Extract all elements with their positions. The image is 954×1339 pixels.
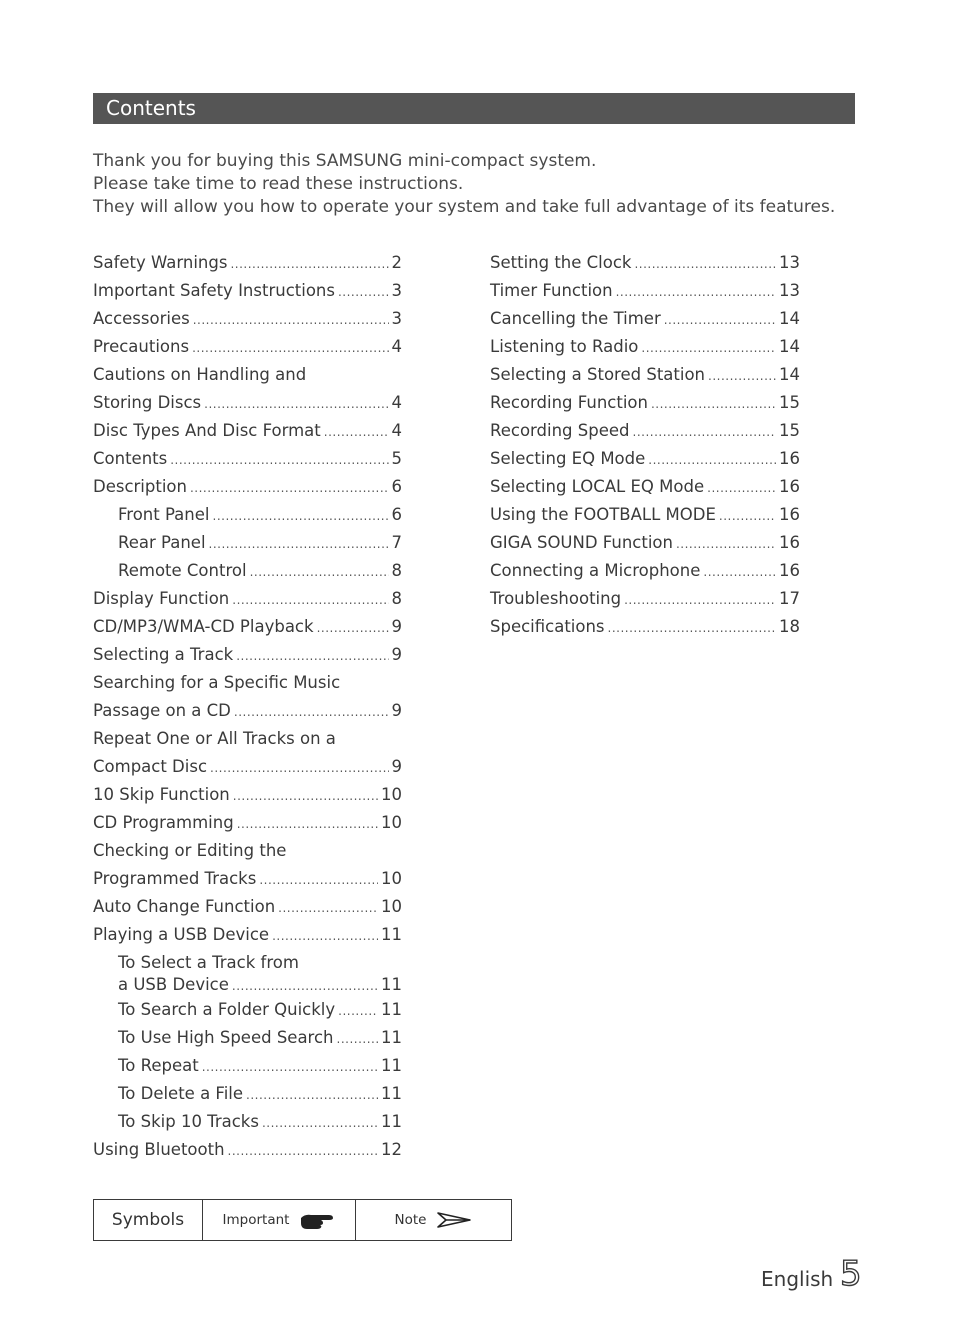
symbol-important-label: Important <box>222 1212 290 1228</box>
toc-entry-label: CD Programming <box>93 813 234 832</box>
toc-entry-page: 17 <box>779 589 800 608</box>
toc-entry-page: 6 <box>391 477 402 496</box>
toc-entry[interactable] <box>93 389 402 417</box>
toc-entry-label: Cancelling the Timer <box>490 309 661 328</box>
toc-entry-label-line[interactable]: Searching for a Specific Music <box>93 673 341 692</box>
toc-entry-page: 14 <box>779 309 800 328</box>
toc-entry-label: Display Function <box>93 589 230 608</box>
toc-entry[interactable] <box>93 641 402 669</box>
toc-entry-label: CD/MP3/WMA-CD Playback <box>93 617 314 636</box>
toc-entry-page: 9 <box>391 701 402 720</box>
toc-entry[interactable] <box>93 865 402 893</box>
toc-entry-page: 10 <box>381 785 402 804</box>
toc-entry[interactable] <box>93 473 402 501</box>
toc-leader-dots <box>324 418 389 446</box>
toc-leader-dots <box>317 614 389 642</box>
toc-entry-page: 8 <box>391 589 402 608</box>
toc-entry[interactable] <box>490 585 800 613</box>
toc-entry[interactable] <box>93 585 402 613</box>
footer-language: English <box>761 1267 834 1291</box>
toc-leader-dots <box>209 530 389 558</box>
toc-entry[interactable] <box>93 781 402 809</box>
page-number: 5 <box>840 1254 862 1294</box>
toc-entry-page: 11 <box>381 1056 402 1075</box>
toc-entry-page: 6 <box>391 505 402 524</box>
page-title: Contents <box>106 96 196 120</box>
toc-entry-label-line[interactable]: Repeat One or All Tracks on a <box>93 729 336 748</box>
toc-entry-label: Setting the Clock <box>490 253 632 272</box>
toc-entry-page: 14 <box>779 365 800 384</box>
toc-entry[interactable] <box>490 529 800 557</box>
toc-entry-page: 11 <box>381 925 402 944</box>
toc-leader-dots <box>676 530 776 558</box>
toc-leader-dots <box>193 306 389 334</box>
symbol-note-label: Note <box>394 1212 427 1228</box>
symbol-note <box>356 1200 511 1240</box>
toc-entry-label: Remote Control <box>118 561 247 580</box>
toc-leader-dots <box>707 474 776 502</box>
toc-left-column <box>93 249 402 1164</box>
toc-entry-label: To Repeat <box>118 1056 199 1075</box>
toc-leader-dots <box>608 614 776 642</box>
toc-entry-page: 16 <box>779 477 800 496</box>
intro-line: Thank you for buying this SAMSUNG mini-compact system. <box>93 151 597 171</box>
toc-entry[interactable] <box>490 557 800 585</box>
toc-entry-label: Selecting EQ Mode <box>490 449 646 468</box>
toc-leader-dots <box>237 810 378 838</box>
toc-entry-label: Passage on a CD <box>93 701 231 720</box>
intro-paragraph <box>93 150 836 219</box>
toc-subentry[interactable] <box>93 557 402 585</box>
toc-entry[interactable] <box>490 445 800 473</box>
toc-entry-label: Using Bluetooth <box>93 1140 225 1159</box>
toc-entry-page: 9 <box>391 617 402 636</box>
toc-entry-label: Using the FOOTBALL MODE <box>490 505 716 524</box>
intro-line: They will allow you how to operate your system and take full advantage of its features. <box>93 197 836 217</box>
toc-entry-page: 10 <box>381 897 402 916</box>
toc-entry[interactable] <box>490 361 800 389</box>
toc-entry-label: Selecting a Track <box>93 645 234 664</box>
toc-entry-label-line[interactable]: Cautions on Handling and <box>93 365 307 384</box>
toc-entry-label-line[interactable]: Checking or Editing the <box>93 841 287 860</box>
toc-entry-label: Important Safety Instructions <box>93 281 335 300</box>
toc-entry-label: Auto Change Function <box>93 897 276 916</box>
toc-entry[interactable] <box>490 417 800 445</box>
toc-entry-page: 15 <box>779 421 800 440</box>
toc-leader-dots <box>338 997 378 1025</box>
toc-entry-page: 13 <box>779 253 800 272</box>
symbol-important <box>203 1200 356 1240</box>
toc-entry-label: Timer Function <box>490 281 613 300</box>
toc-entry[interactable] <box>93 893 402 921</box>
toc-leader-dots <box>259 866 378 894</box>
toc-entry-label: Recording Function <box>490 393 648 412</box>
pointing-hand-icon <box>299 1210 335 1230</box>
toc-entry[interactable] <box>490 473 800 501</box>
contents-header-bar <box>93 93 855 124</box>
toc-leader-dots <box>204 390 388 418</box>
toc-entry-label: Selecting a Stored Station <box>490 365 706 384</box>
toc-entry-label: Disc Types And Disc Format <box>93 421 321 440</box>
toc-entry-label: Playing a USB Device <box>93 925 270 944</box>
toc-entry-page: 16 <box>779 533 800 552</box>
toc-entry-page: 3 <box>391 309 402 328</box>
toc-entry-label: Specifications <box>490 617 605 636</box>
toc-entry-label: Selecting LOCAL EQ Mode <box>490 477 705 496</box>
toc-right-column <box>490 249 800 641</box>
toc-entry-label: Precautions <box>93 337 190 356</box>
toc-leader-dots <box>641 334 776 362</box>
toc-subentry[interactable] <box>93 529 402 557</box>
toc-entry-label: 10 Skip Function <box>93 785 230 804</box>
pen-nib-icon <box>436 1211 472 1229</box>
toc-entry-page: 15 <box>779 393 800 412</box>
toc-leader-dots <box>651 390 776 418</box>
intro-line: Please take time to read these instructions. <box>93 174 464 194</box>
symbols-title: Symbols <box>94 1200 203 1240</box>
toc-leader-dots <box>170 446 388 474</box>
toc-entry-page: 16 <box>779 449 800 468</box>
toc-entry[interactable] <box>490 501 800 529</box>
toc-entry[interactable] <box>93 809 402 837</box>
toc-entry[interactable] <box>93 277 402 305</box>
toc-entry-label: Rear Panel <box>118 533 206 552</box>
toc-leader-dots <box>233 782 378 810</box>
toc-leader-dots <box>262 1109 378 1137</box>
toc-entry[interactable] <box>93 417 402 445</box>
toc-leader-dots <box>337 1025 378 1053</box>
toc-entry-label: To Skip 10 Tracks <box>118 1112 259 1131</box>
toc-leader-dots <box>230 250 388 278</box>
toc-leader-dots <box>634 250 776 278</box>
toc-entry-page: 4 <box>391 393 402 412</box>
toc-entry[interactable] <box>93 697 402 725</box>
toc-leader-dots <box>708 362 776 390</box>
toc-subentry[interactable] <box>93 1108 402 1136</box>
toc-entry[interactable] <box>93 445 402 473</box>
toc-leader-dots <box>228 1137 378 1165</box>
toc-leader-dots <box>648 446 776 474</box>
toc-entry[interactable] <box>93 613 402 641</box>
toc-entry[interactable] <box>93 249 402 277</box>
toc-leader-dots <box>246 1081 378 1109</box>
toc-entry-page: 13 <box>779 281 800 300</box>
toc-entry-page: 5 <box>391 449 402 468</box>
toc-entry-page: 16 <box>779 505 800 524</box>
toc-entry-label: Compact Disc <box>93 757 208 776</box>
toc-entry[interactable] <box>93 1136 402 1164</box>
toc-leader-dots <box>250 558 389 586</box>
toc-leader-dots <box>624 586 776 614</box>
toc-entry-label: To Use High Speed Search <box>118 1028 334 1047</box>
toc-leader-dots <box>633 418 777 446</box>
toc-leader-dots <box>192 334 388 362</box>
toc-entry-page: 11 <box>381 1084 402 1103</box>
toc-entry-page: 12 <box>381 1140 402 1159</box>
toc-entry[interactable] <box>490 333 800 361</box>
toc-entry-label: Listening to Radio <box>490 337 639 356</box>
toc-entry-page: 11 <box>381 1028 402 1047</box>
toc-subentry[interactable] <box>93 1024 402 1052</box>
toc-subentry[interactable] <box>93 974 402 996</box>
toc-leader-dots <box>272 922 378 950</box>
toc-entry-page: 8 <box>391 561 402 580</box>
toc-leader-dots <box>616 278 776 306</box>
toc-subentry[interactable] <box>93 501 402 529</box>
toc-subentry-label-line[interactable]: To Select a Track from <box>118 953 299 972</box>
toc-entry-page: 18 <box>779 617 800 636</box>
toc-leader-dots <box>232 975 378 997</box>
toc-leader-dots <box>232 586 388 614</box>
toc-leader-dots <box>213 502 389 530</box>
toc-entry-label: a USB Device <box>118 975 229 994</box>
toc-entry[interactable] <box>490 613 800 641</box>
toc-entry-page: 14 <box>779 337 800 356</box>
toc-entry-page: 7 <box>391 533 402 552</box>
symbols-legend <box>93 1199 512 1241</box>
toc-leader-dots <box>236 642 388 670</box>
toc-entry-label: To Delete a File <box>118 1084 244 1103</box>
toc-entry-label: To Search a Folder Quickly <box>118 1000 336 1019</box>
toc-entry-label: Connecting a Microphone <box>490 561 701 580</box>
toc-leader-dots <box>278 894 378 922</box>
toc-entry[interactable] <box>93 753 402 781</box>
toc-entry[interactable] <box>490 277 800 305</box>
toc-leader-dots <box>719 502 776 530</box>
toc-entry[interactable] <box>93 921 402 949</box>
toc-entry-label: Programmed Tracks <box>93 869 257 888</box>
toc-entry-page: 10 <box>381 813 402 832</box>
toc-entry-page: 2 <box>391 253 402 272</box>
toc-entry-label: GIGA SOUND Function <box>490 533 673 552</box>
toc-entry-page: 16 <box>779 561 800 580</box>
toc-leader-dots <box>664 306 776 334</box>
toc-entry-page: 10 <box>381 869 402 888</box>
toc-entry-page: 11 <box>381 1000 402 1019</box>
toc-entry-label: Safety Warnings <box>93 253 228 272</box>
toc-leader-dots <box>210 754 388 782</box>
toc-leader-dots <box>234 698 389 726</box>
toc-leader-dots <box>703 558 776 586</box>
toc-leader-dots <box>338 278 389 306</box>
toc-entry-page: 11 <box>381 975 402 994</box>
toc-entry-page: 9 <box>391 757 402 776</box>
toc-entry[interactable] <box>93 305 402 333</box>
toc-subentry[interactable] <box>93 1080 402 1108</box>
toc-leader-dots <box>190 474 389 502</box>
toc-entry[interactable] <box>490 389 800 417</box>
toc-leader-dots <box>202 1053 378 1081</box>
toc-entry-page: 4 <box>391 337 402 356</box>
toc-entry-label: Storing Discs <box>93 393 202 412</box>
toc-entry-page: 9 <box>391 645 402 664</box>
toc-entry-page: 3 <box>391 281 402 300</box>
toc-entry-page: 4 <box>391 421 402 440</box>
toc-entry-label: Description <box>93 477 187 496</box>
toc-entry-label: Recording Speed <box>490 421 630 440</box>
toc-entry[interactable] <box>490 305 800 333</box>
toc-entry-page: 11 <box>381 1112 402 1131</box>
toc-entry[interactable] <box>490 249 800 277</box>
toc-subentry[interactable] <box>93 1052 402 1080</box>
toc-entry-label: Front Panel <box>118 505 210 524</box>
toc-subentry[interactable] <box>93 996 402 1024</box>
toc-entry[interactable] <box>93 333 402 361</box>
toc-entry-label: Troubleshooting <box>490 589 622 608</box>
toc-entry-label: Accessories <box>93 309 190 328</box>
toc-entry-label: Contents <box>93 449 168 468</box>
